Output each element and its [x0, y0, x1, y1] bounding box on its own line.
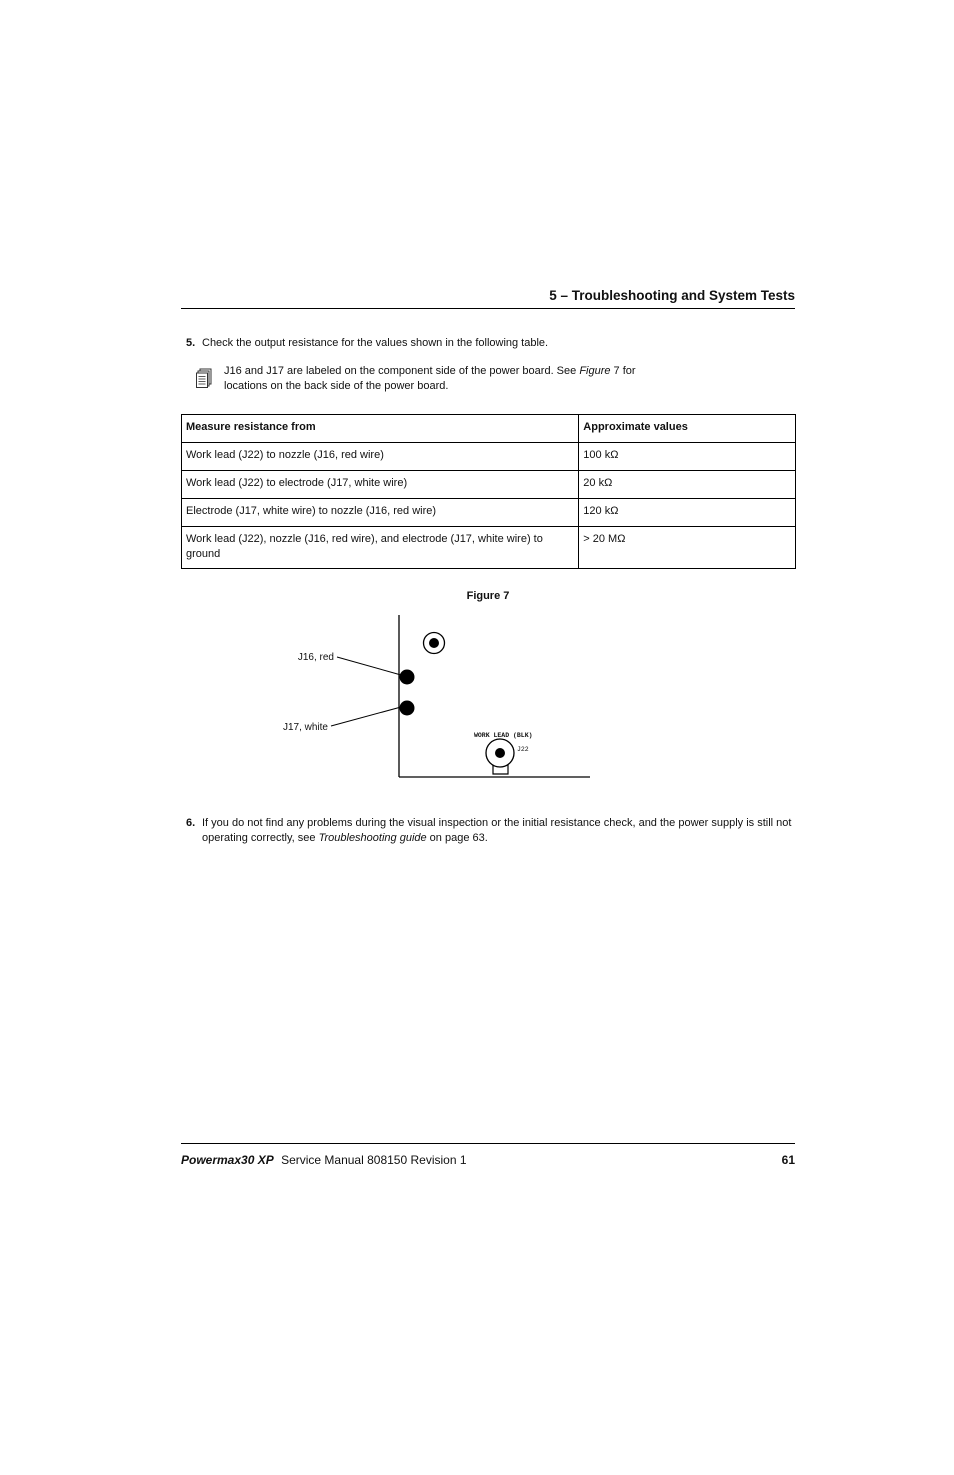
table-cell-value: > 20 MΩ [579, 527, 796, 569]
note-icon [196, 368, 212, 388]
table-cell-value: 120 kΩ [579, 499, 796, 527]
step-text [202, 816, 798, 845]
connector-j16 [400, 670, 415, 685]
table-row [182, 527, 796, 569]
label-j22: J22 [517, 746, 529, 753]
column-header-measure: Measure resistance from [182, 415, 579, 443]
power-board-diagram [270, 610, 600, 785]
manual-info: Service Manual 808150 Revision 1 [281, 1153, 467, 1167]
step-number: 6. [186, 817, 196, 829]
step-text: Check the output resistance for the values shown in the following table. [202, 337, 549, 349]
leader-line-j17 [331, 707, 401, 726]
note-text [224, 364, 674, 394]
step-6 [186, 816, 798, 845]
connector-j22 [486, 739, 514, 774]
connector-j17 [400, 701, 415, 716]
header-divider [181, 308, 795, 309]
troubleshooting-guide-link[interactable]: Troubleshooting guide [318, 831, 427, 844]
label-j16: J16, red [297, 652, 334, 663]
connector-ring [424, 633, 445, 654]
table-row [182, 499, 796, 527]
table-cell-measure: Electrode (J17, white wire) to nozzle (J16, red wire) [182, 499, 579, 527]
table-cell-measure: Work lead (J22), nozzle (J16, red wire), and electrode (J17, white wire) to ground [182, 527, 579, 569]
page-footer [181, 1153, 795, 1167]
step-6-text-end: on page 63. [426, 831, 488, 844]
note-line1-end: 7 for [610, 365, 636, 377]
leader-line-j16 [337, 657, 401, 675]
column-header-values: Approximate values [579, 415, 796, 443]
step-6-text-start: If you do not find any problems during the visual inspection or the initial resistance check, and the power supply is still not operating correctly, see [202, 817, 792, 844]
page-number: 61 [781, 1153, 795, 1167]
figure-caption: Figure 7 [466, 590, 510, 602]
table-cell-value: 100 kΩ [579, 443, 796, 471]
table-cell-value: 20 kΩ [579, 471, 796, 499]
table-cell-measure: Work lead (J22) to electrode (J17, white wire) [182, 471, 579, 499]
note-line2: locations on the back side of the power board. [224, 380, 449, 392]
product-name: Powermax30 XP [181, 1153, 274, 1167]
table-header-row [182, 415, 796, 443]
chapter-title: 5 – Troubleshooting and System Tests [549, 288, 795, 303]
label-j17: J17, white [282, 722, 328, 733]
table-cell-measure: Work lead (J22) to nozzle (J16, red wire) [182, 443, 579, 471]
step-5 [186, 336, 798, 351]
label-work-lead: WORK LEAD (BLK) [474, 732, 533, 739]
step-number: 5. [186, 337, 196, 349]
note-line1-start: J16 and J17 are labeled on the component side of the power board. See [224, 365, 580, 377]
table-row [182, 443, 796, 471]
table-row [182, 471, 796, 499]
footer-divider [181, 1143, 795, 1144]
figure-reference[interactable]: Figure [579, 365, 611, 377]
resistance-table [181, 414, 796, 569]
